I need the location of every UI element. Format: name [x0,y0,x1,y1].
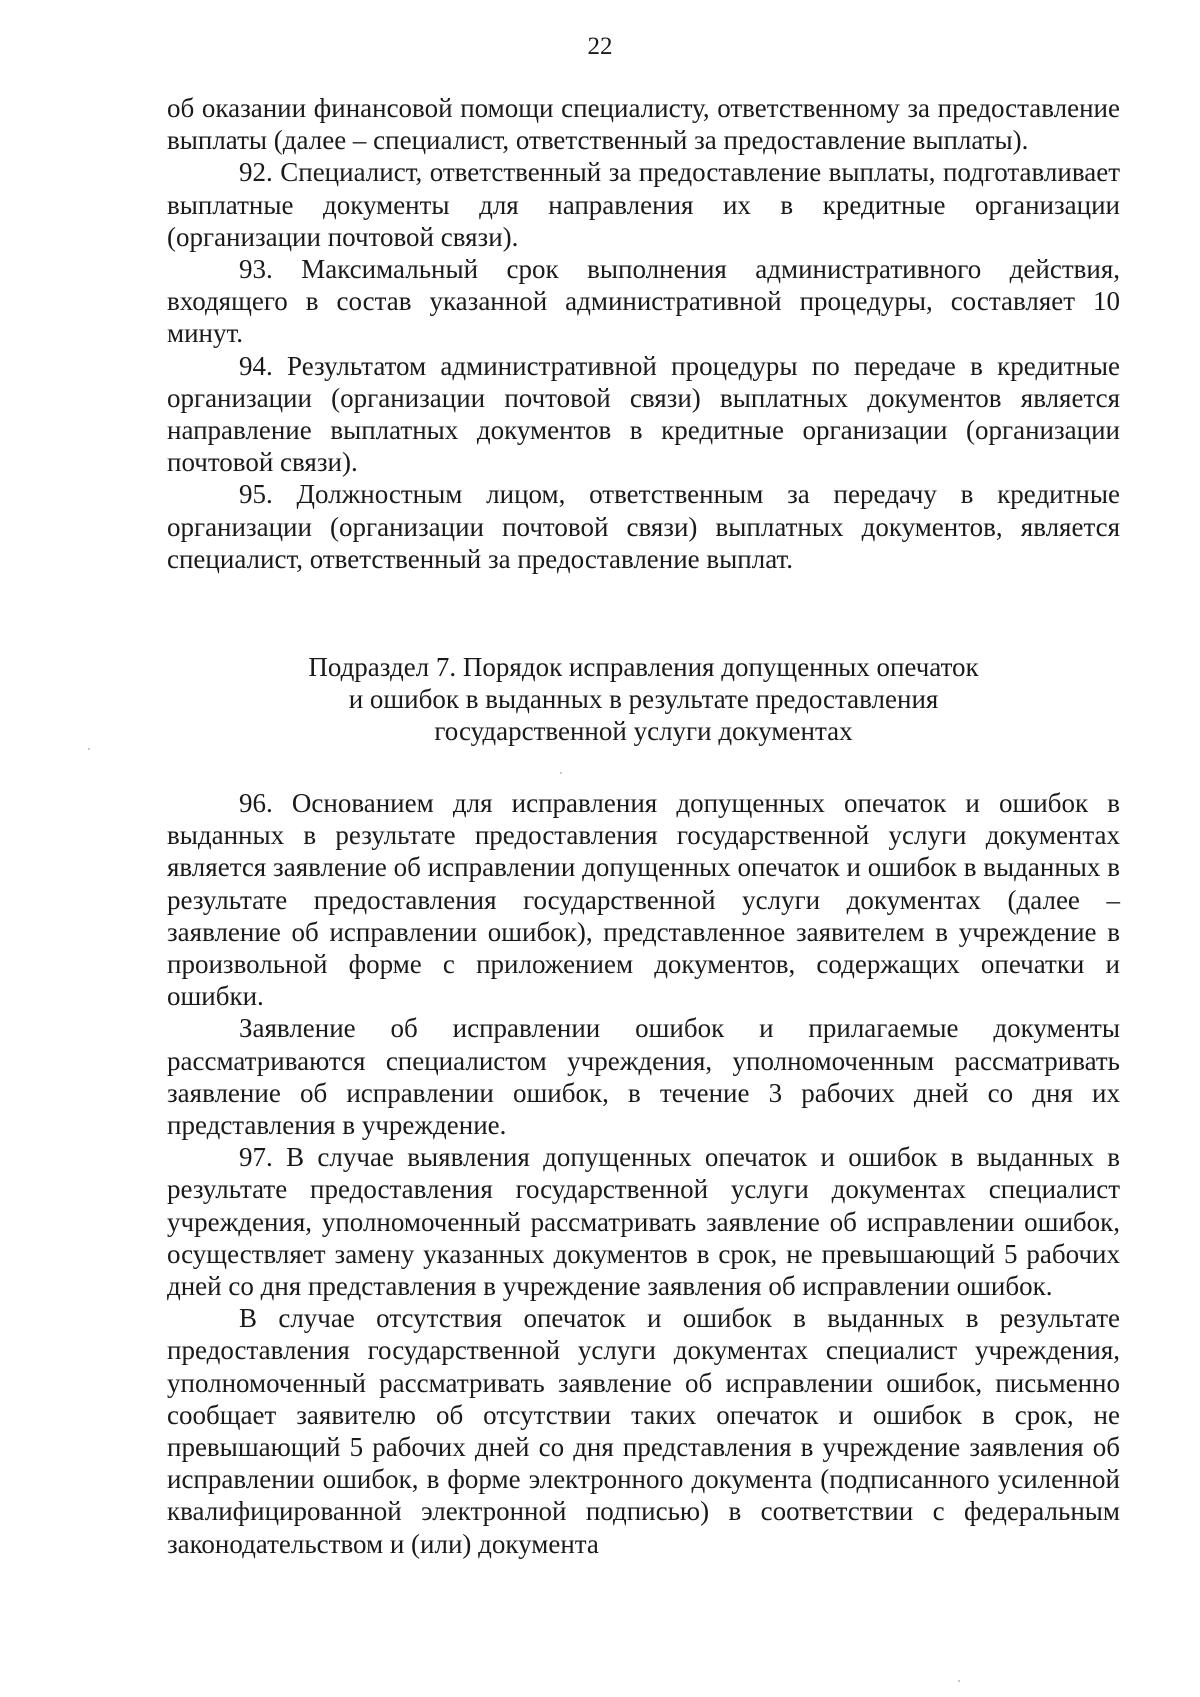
section-heading-line: государственной услуги документах [434,716,853,747]
paragraph-96: 96. Основанием для исправления допущенных опечаток и ошибок в выданных в результате предоставления государственной услуги документах является заявление об исправлении допущенных опечаток и ошибок в выданных в результате предоставления государственной услуги документах (далее – заявление об исправлении ошибок), представленное заявителем в учреждение в произвольной форме с приложением документов, содержащих опечатки и ошибки. [167,788,1120,1012]
paragraph-97-continued: В случае отсутствия опечаток и ошибок в выданных в результате предоставления государственной услуги документах специалист учреждения, уполномоченный рассматривать заявление об исправлении ошибок, письменно сообщает заявителю об отсутствии таких опечаток и ошибок в срок, не превышающий 5 рабочих дней со дня представления в учреждение заявления об исправлении ошибок, в форме электронного документа (подписанного усиленной квалифицированной электронной подписью) в соответствии с федеральным законодательством и (или) документа [167,1303,1120,1559]
section-heading-line: и ошибок в выданных в результате предоставления [348,684,939,715]
paragraph-95: 95. Должностным лицом, ответственным за передачу в кредитные организации (организации почтовой связи) выплатных документов, является специалист, ответственный за предоставление выплат. [167,479,1120,574]
paragraph-93: 93. Максимальный срок выполнения административного действия, входящего в состав указанной административной процедуры, составляет 10 минут. [167,254,1120,349]
scan-speck [958,1680,960,1682]
scan-speck [560,772,562,774]
text-block-after-heading [167,787,1120,1560]
paragraph-94: 94. Результатом административной процедуры по передаче в кредитные организации (организации почтовой связи) выплатных документов является направление выплатных документов в кредитные организации (организации почтовой связи). [167,350,1120,478]
text-block-before-heading [167,92,1120,575]
paragraph-96-continued: Заявление об исправлении ошибок и прилагаемые документы рассматриваются специалистом учреждения, уполномоченным рассматривать заявление об исправлении ошибок, в течение 3 рабочих дней со дня их представления в учреждение. [167,1013,1120,1141]
section-heading-line: Подраздел 7. Порядок исправления допущенных опечаток [308,652,979,682]
paragraph-92: 92. Специалист, ответственный за предоставление выплаты, подготавливает выплатные документы для направления их в кредитные организации (организации почтовой связи). [167,157,1120,252]
page-number: 22 [587,33,613,60]
scan-speck [88,748,90,750]
section-heading [167,651,1120,748]
paragraph-97: 97. В случае выявления допущенных опечаток и ошибок в выданных в результате предоставления государственной услуги документах специалист учреждения, уполномоченный рассматривать заявление об исправлении ошибок, осуществляет замену указанных документов в срок, не превышающий 5 рабочих дней со дня представления в учреждение заявления об исправлении ошибок. [167,1142,1120,1302]
paragraph-continuation: об оказании финансовой помощи специалисту, ответственному за предоставление выплаты (далее – специалист, ответственный за предоставление выплаты). [167,93,1120,156]
